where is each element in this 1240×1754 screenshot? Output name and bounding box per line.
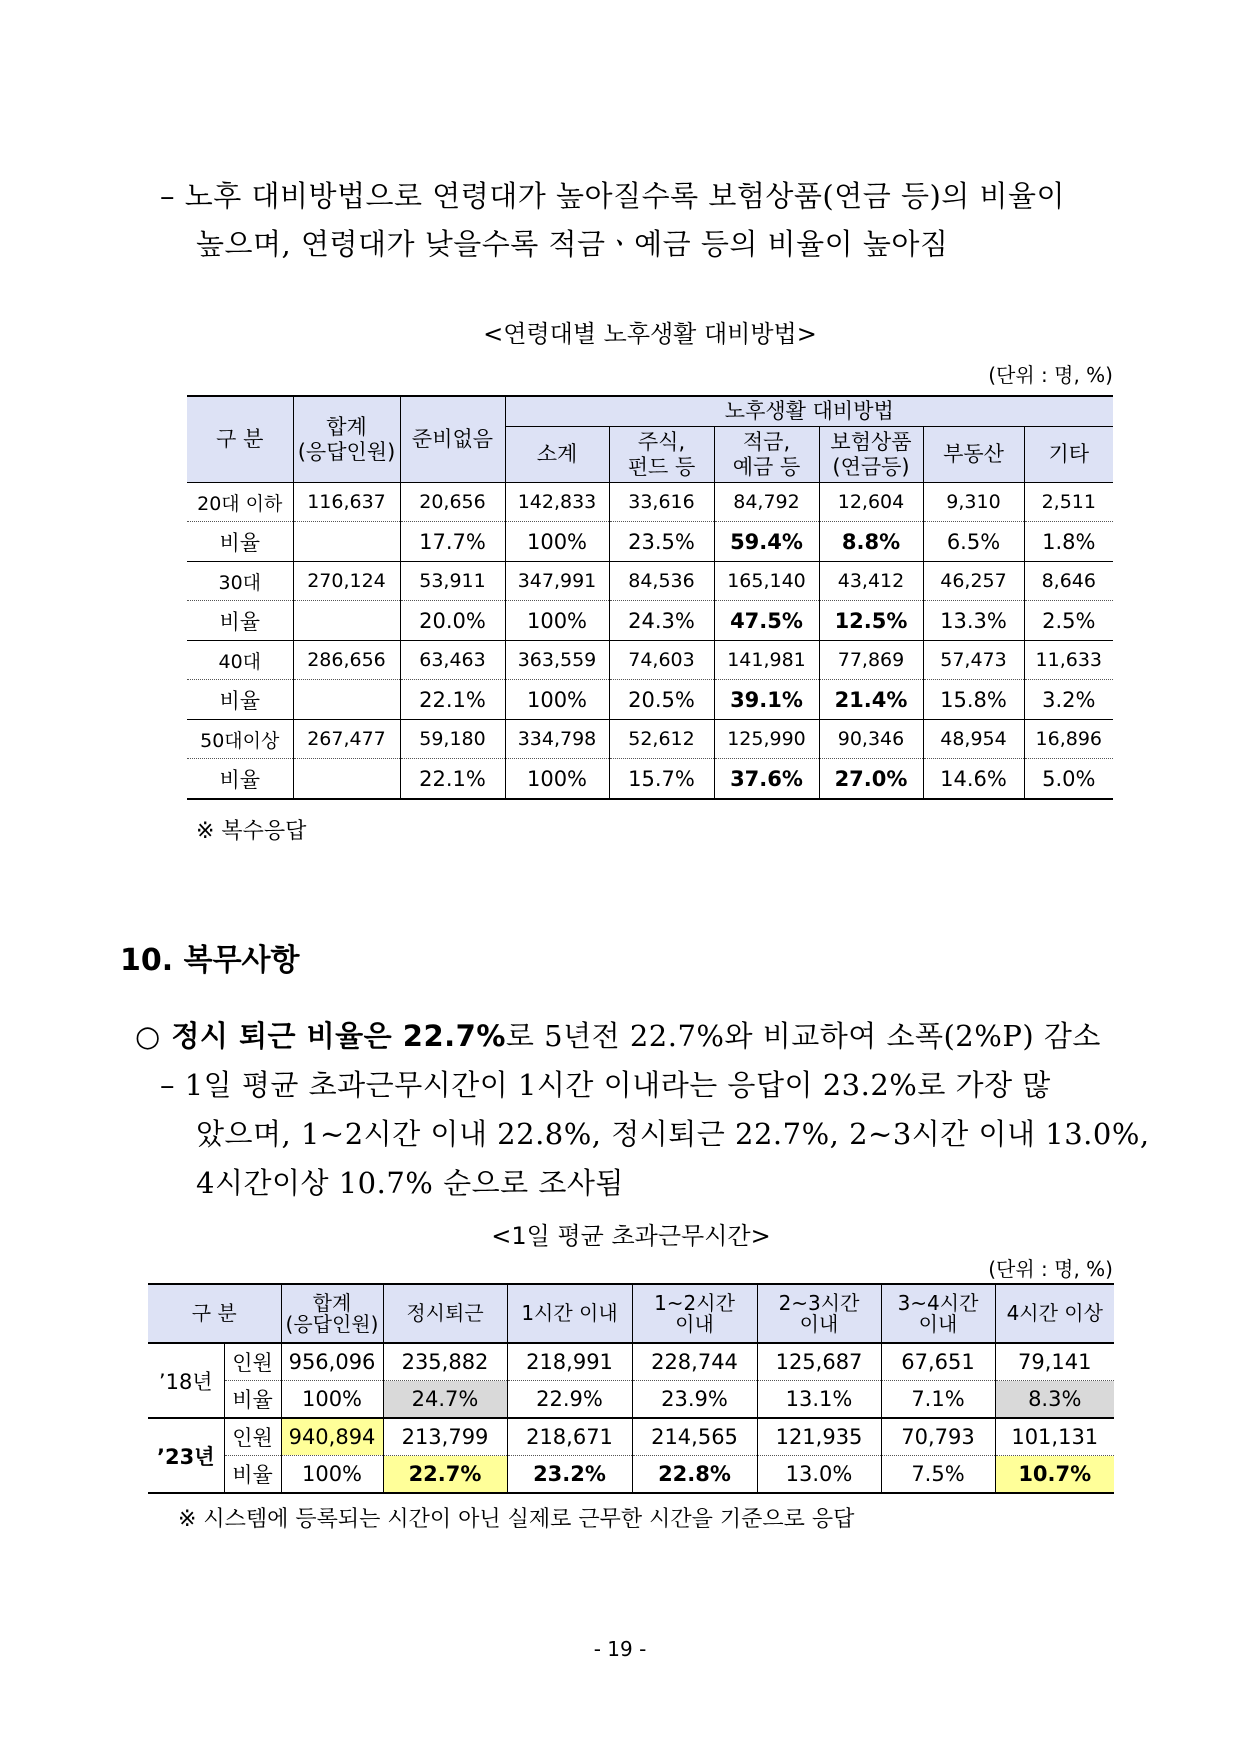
- t2-cell: 218,671: [507, 1418, 632, 1456]
- table1-unit: (단위 : 명, %): [988, 363, 1113, 387]
- table1-note: ※ 복수응답: [196, 819, 307, 844]
- section-sub-line-3: 4시간이상 10.7% 순으로 조사됨: [196, 1166, 624, 1200]
- table-row-ratio: [187, 680, 1113, 720]
- t2-cell: 79,141: [995, 1343, 1114, 1381]
- cell-insurance: 27.0%: [819, 759, 923, 800]
- cell-subtotal: 347,991: [505, 562, 609, 601]
- cell-other: 11,633: [1024, 641, 1113, 680]
- cell-subtotal: 334,798: [505, 720, 609, 759]
- cell-insurance: 12.5%: [819, 601, 923, 641]
- cell-total: [293, 601, 400, 641]
- cell-stock: 33,616: [609, 483, 714, 522]
- t2-cell-bold: 23.2%: [507, 1456, 632, 1494]
- page-number: - 19 -: [593, 1637, 647, 1661]
- t2-header-category: 구 분: [148, 1284, 281, 1343]
- header-realestate: 부동산: [923, 427, 1024, 483]
- t2-cell: 13.0%: [757, 1456, 881, 1494]
- t2-cell-highlight: 8.3%: [995, 1381, 1114, 1419]
- t2-header-total: 합계 (응답인원): [281, 1284, 383, 1343]
- t2-cell-highlight: 22.7%: [383, 1456, 507, 1494]
- t2-cell: 67,651: [881, 1343, 995, 1381]
- t2-cell: 101,131: [995, 1418, 1114, 1456]
- t2-label-count: 인원: [224, 1343, 281, 1381]
- t2-cell: 228,744: [632, 1343, 757, 1381]
- header-none: 준비없음: [400, 396, 505, 483]
- cell-other: 3.2%: [1024, 680, 1113, 720]
- table-row-count: [187, 562, 1113, 601]
- t2-cell-highlight: 940,894: [281, 1418, 383, 1456]
- header-total: 합계 (응답인원): [293, 396, 400, 483]
- t2-year-18: ’18년: [148, 1343, 224, 1418]
- cell-stock: 15.7%: [609, 759, 714, 800]
- header-subtotal: 소계: [505, 427, 609, 483]
- row-label: 30대: [187, 562, 293, 601]
- cell-total: 116,637: [293, 483, 400, 522]
- cell-stock: 52,612: [609, 720, 714, 759]
- cell-other: 2,511: [1024, 483, 1113, 522]
- cell-savings: 165,140: [714, 562, 819, 601]
- cell-none: 20,656: [400, 483, 505, 522]
- table-row-count: [187, 483, 1113, 522]
- t2-label-ratio: 비율: [224, 1456, 281, 1494]
- cell-subtotal: 100%: [505, 601, 609, 641]
- section-bullet: [135, 1015, 1101, 1059]
- cell-subtotal: 100%: [505, 680, 609, 720]
- header-savings: 적금, 예금 등: [714, 427, 819, 483]
- t2-cell-highlight: 24.7%: [383, 1381, 507, 1419]
- t2-cell-highlight: 10.7%: [995, 1456, 1114, 1494]
- intro-line-2: 높으며, 연령대가 낮을수록 적금ㆍ예금 등의 비율이 높아짐: [196, 227, 949, 261]
- t2-header-2-3h: 2~3시간 이내: [757, 1284, 881, 1343]
- intro-line-1: – 노후 대비방법으로 연령대가 높아질수록 보험상품(연금 등)의 비율이: [160, 179, 1066, 213]
- cell-stock: 24.3%: [609, 601, 714, 641]
- cell-realestate: 46,257: [923, 562, 1024, 601]
- cell-total: [293, 759, 400, 800]
- section-sub-line-2: 았으며, 1~2시간 이내 22.8%, 정시퇴근 22.7%, 2~3시간 이내 13.0%,: [196, 1117, 1150, 1151]
- cell-realestate: 13.3%: [923, 601, 1024, 641]
- t2-cell: 214,565: [632, 1418, 757, 1456]
- table-row-ratio: [187, 759, 1113, 800]
- cell-other: 8,646: [1024, 562, 1113, 601]
- row-label: 비율: [187, 601, 293, 641]
- cell-total: 286,656: [293, 641, 400, 680]
- row-label: 50대이상: [187, 720, 293, 759]
- cell-savings: 125,990: [714, 720, 819, 759]
- cell-insurance: 90,346: [819, 720, 923, 759]
- cell-none: 22.1%: [400, 759, 505, 800]
- cell-insurance: 12,604: [819, 483, 923, 522]
- table2-caption: <1일 평균 초과근무시간>: [491, 1222, 771, 1250]
- section-bullet-bold: ○ 정시 퇴근 비율은 22.7%: [135, 1019, 506, 1053]
- t2-cell: 13.1%: [757, 1381, 881, 1419]
- t2-cell: 70,793: [881, 1418, 995, 1456]
- cell-realestate: 6.5%: [923, 522, 1024, 562]
- cell-stock: 74,603: [609, 641, 714, 680]
- t2-cell: 218,991: [507, 1343, 632, 1381]
- header-insurance: 보험상품 (연금등): [819, 427, 923, 483]
- t2-cell: 100%: [281, 1381, 383, 1419]
- header-other: 기타: [1024, 427, 1113, 483]
- t2-label-ratio: 비율: [224, 1381, 281, 1419]
- cell-other: 16,896: [1024, 720, 1113, 759]
- cell-none: 17.7%: [400, 522, 505, 562]
- cell-none: 22.1%: [400, 680, 505, 720]
- t2-header-ontime: 정시퇴근: [383, 1284, 507, 1343]
- cell-realestate: 9,310: [923, 483, 1024, 522]
- cell-stock: 23.5%: [609, 522, 714, 562]
- header-stock: 주식, 펀드 등: [609, 427, 714, 483]
- row-label: 비율: [187, 759, 293, 800]
- cell-realestate: 14.6%: [923, 759, 1024, 800]
- cell-stock: 84,536: [609, 562, 714, 601]
- cell-other: 5.0%: [1024, 759, 1113, 800]
- cell-none: 63,463: [400, 641, 505, 680]
- table-row-ratio: [187, 601, 1113, 641]
- table-row-count: [187, 641, 1113, 680]
- row-label: 비율: [187, 522, 293, 562]
- cell-none: 59,180: [400, 720, 505, 759]
- table-row-ratio: [187, 522, 1113, 562]
- table2-unit: (단위 : 명, %): [988, 1257, 1113, 1281]
- table1-caption: <연령대별 노후생활 대비방법>: [483, 320, 817, 348]
- section-title: 10. 복무사항: [120, 943, 300, 978]
- t2-header-4h-plus: 4시간 이상: [995, 1284, 1114, 1343]
- cell-savings: 47.5%: [714, 601, 819, 641]
- t2-header-within-1h: 1시간 이내: [507, 1284, 632, 1343]
- cell-total: 267,477: [293, 720, 400, 759]
- cell-subtotal: 363,559: [505, 641, 609, 680]
- cell-savings: 84,792: [714, 483, 819, 522]
- cell-total: [293, 522, 400, 562]
- t2-cell: 7.5%: [881, 1456, 995, 1494]
- row-label: 40대: [187, 641, 293, 680]
- row-label: 비율: [187, 680, 293, 720]
- t2-cell: 7.1%: [881, 1381, 995, 1419]
- cell-savings: 39.1%: [714, 680, 819, 720]
- header-prep-method-group: 노후생활 대비방법: [505, 396, 1113, 427]
- section-bullet-rest: 로 5년전 22.7%와 비교하여 소폭(2%P) 감소: [505, 1019, 1101, 1053]
- t2-cell: 100%: [281, 1456, 383, 1494]
- cell-insurance: 21.4%: [819, 680, 923, 720]
- t2-cell: 235,882: [383, 1343, 507, 1381]
- t2-label-count: 인원: [224, 1418, 281, 1456]
- cell-total: 270,124: [293, 562, 400, 601]
- t2-cell: 22.9%: [507, 1381, 632, 1419]
- cell-total: [293, 680, 400, 720]
- cell-savings: 59.4%: [714, 522, 819, 562]
- cell-savings: 141,981: [714, 641, 819, 680]
- t2-header-3-4h: 3~4시간 이내: [881, 1284, 995, 1343]
- cell-savings: 37.6%: [714, 759, 819, 800]
- cell-realestate: 15.8%: [923, 680, 1024, 720]
- cell-insurance: 43,412: [819, 562, 923, 601]
- cell-subtotal: 142,833: [505, 483, 609, 522]
- section-sub-line-1: – 1일 평균 초과근무시간이 1시간 이내라는 응답이 23.2%로 가장 많: [160, 1068, 1051, 1102]
- t2-cell: 125,687: [757, 1343, 881, 1381]
- cell-subtotal: 100%: [505, 759, 609, 800]
- table-row-count: [187, 720, 1113, 759]
- cell-none: 20.0%: [400, 601, 505, 641]
- cell-other: 2.5%: [1024, 601, 1113, 641]
- t2-cell: 213,799: [383, 1418, 507, 1456]
- row-label: 20대 이하: [187, 483, 293, 522]
- overtime-table: [148, 1283, 1114, 1494]
- cell-insurance: 8.8%: [819, 522, 923, 562]
- retirement-prep-table: [187, 395, 1113, 800]
- cell-realestate: 48,954: [923, 720, 1024, 759]
- t2-cell-bold: 22.8%: [632, 1456, 757, 1494]
- cell-insurance: 77,869: [819, 641, 923, 680]
- t2-cell: 23.9%: [632, 1381, 757, 1419]
- t2-cell: 121,935: [757, 1418, 881, 1456]
- cell-none: 53,911: [400, 562, 505, 601]
- table2-note: ※ 시스템에 등록되는 시간이 아닌 실제로 근무한 시간을 기준으로 응답: [178, 1507, 855, 1532]
- t2-cell: 956,096: [281, 1343, 383, 1381]
- header-category: 구 분: [187, 396, 293, 483]
- cell-other: 1.8%: [1024, 522, 1113, 562]
- cell-subtotal: 100%: [505, 522, 609, 562]
- t2-year-23: ’23년: [148, 1418, 224, 1493]
- cell-stock: 20.5%: [609, 680, 714, 720]
- cell-realestate: 57,473: [923, 641, 1024, 680]
- t2-header-1-2h: 1~2시간 이내: [632, 1284, 757, 1343]
